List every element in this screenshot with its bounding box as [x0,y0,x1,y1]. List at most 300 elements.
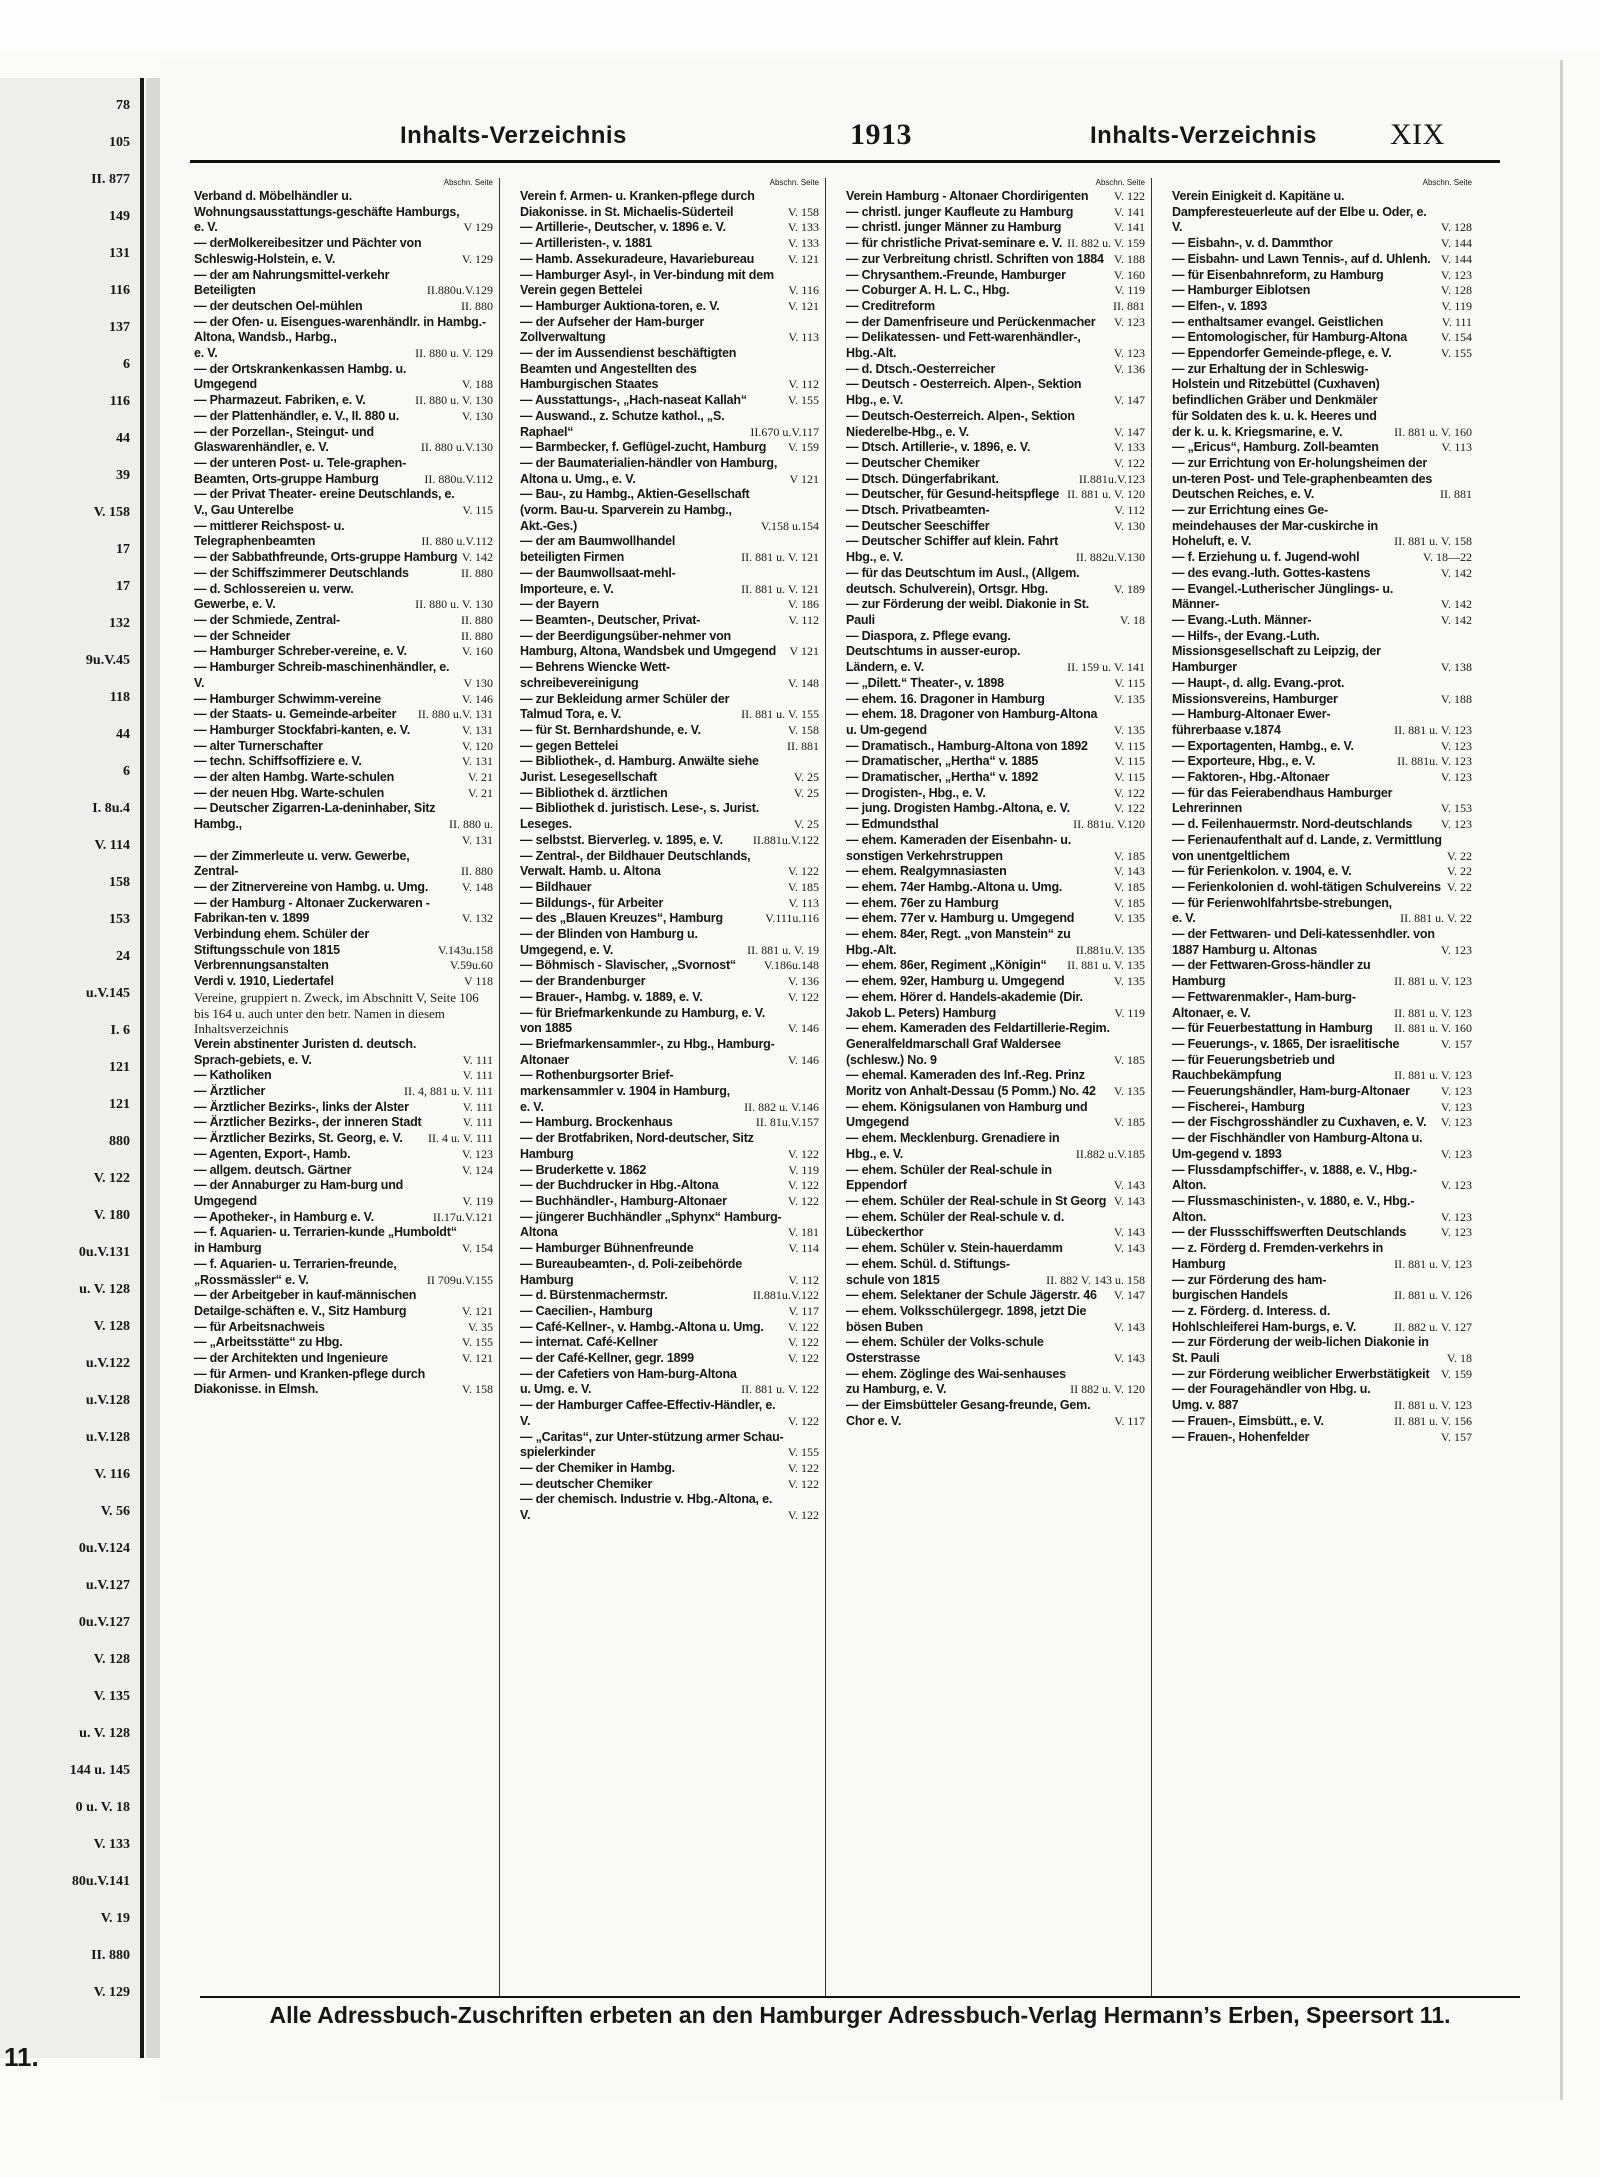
entry-name: — Hamburger Eiblotsen [1172,283,1311,298]
index-entry [1172,283,1472,299]
entry-reference: V. 21 [467,770,493,785]
index-entry [194,1131,493,1147]
entry-name: e. V. [194,220,218,235]
entry-reference: V. 111 [462,1115,493,1130]
entry-name: — Eppendorfer Gemeinde-pflege, e. V. [1172,346,1392,361]
entry-reference: V. 186 [787,597,819,612]
left-page-stub: V. 158 [93,505,130,520]
entry-name: — zur Errichtung eines Ge-meindehauses der Mar-cuskirche in Hoheluft, e. V. [1172,503,1378,549]
entry-name: — Briefmarkensammler-, zu Hbg., Hamburg-Altonaer [520,1036,775,1067]
entry-name: — Coburger A. H. L. C., Hbg. [846,283,1010,298]
entry-reference: II. 881 u. V. 135 [1067,958,1145,973]
index-entry [194,1288,493,1319]
index-entry [1172,1225,1472,1241]
index-entry [846,1257,1145,1288]
entry-name: — der Blinden von Hamburg u. Umgegend, e. V. [520,927,698,957]
entry-name: Verband d. Möbelhändler u. Wohnungsausstattungs-geschäfte Hamburgs, [194,189,460,219]
index-entry [1172,958,1472,989]
entry-reference: V. 122 [787,1508,819,1523]
entry-name: — der Staats- u. Gemeinde-arbeiter [194,707,397,722]
entry-name: — Dtsch. Artillerie-, v. 1896, e. V. [846,440,1031,455]
entry-name: — „Arbeitsstätte“ zu Hbg. [194,1335,343,1350]
entry-name: — Café-Kellner-, v. Hambg.-Altona u. Umg. [520,1319,764,1334]
index-entry [846,268,1145,284]
entry-reference: V. 135 [1113,722,1145,737]
entry-reference: V. 119 [788,1162,819,1177]
entry-name: — der Fettwaren-Gross-händler zu Hamburg [1172,958,1371,989]
entry-name: — Frauen-, Hohenfelder [1172,1429,1310,1444]
entry-reference: V. 117 [1114,1413,1145,1428]
entry-reference: V. 158 [461,1382,493,1397]
entry-name: — der Schmiede, Zentral- [194,612,340,627]
entry-name: — Ärztlicher Bezirks-, links der Alster [194,1099,409,1114]
entry-name: — der Porzellan-, Steingut- und Glaswarenhändler, e. V. [194,424,374,455]
index-entry [520,629,819,660]
index-entry [520,911,819,927]
entry-name: — Hamb. Assekuradeure, Havariebureau [520,251,755,266]
index-entry [1172,990,1472,1021]
index-column-3 [842,178,1152,1998]
index-entry [846,1100,1145,1131]
entry-reference: V. 155 [1440,346,1472,361]
entry-reference: II.880u.V.129 [426,283,493,298]
entry-reference: V. 185 [1113,895,1145,910]
entry-name: — für Feuerungsbetrieb und Rauchbekämpfung [1172,1052,1335,1083]
left-page-stub: u.V.122 [85,1356,130,1371]
index-entry [846,739,1145,755]
index-entry [194,1037,493,1068]
entry-reference: V. 123 [1440,1178,1472,1193]
entry-name: — Delikatessen- und Fett-warenhändler-, Hbg.-Alt. [846,330,1081,361]
index-entry [846,754,1145,770]
entry-reference: V. 35 [467,1319,493,1334]
index-entry [846,487,1145,503]
left-page-stub: V. 114 [94,838,130,853]
index-entry [520,1335,819,1351]
entry-name: — ehem. Hörer d. Handels-akademie (Dir. Jakob L. Peters) Hamburg [846,989,1083,1020]
index-entry [520,1398,819,1429]
entry-name: — Böhmisch - Slavischer, „Svornost“ [520,958,736,973]
index-entry [194,346,493,362]
entry-name: — der Brotfabriken, Nord-deutscher, Sitz Hamburg [520,1131,754,1161]
entry-reference: V. 113 [788,895,819,910]
entry-reference: II. 882 u. V. 159 [1067,236,1145,251]
index-entry [1172,880,1472,896]
entry-reference: V. 18—22 [1422,550,1472,565]
entry-name: — Elfen-, v. 1893 [1172,298,1268,313]
entry-reference: II. 880 u.V.130 [420,440,493,455]
index-entry [1172,550,1472,566]
index-page [160,60,1563,2100]
entry-reference: V. 143 [1113,864,1145,879]
index-entry [1172,1100,1472,1116]
index-entry [194,770,493,786]
entry-reference: V. 188 [1113,251,1145,266]
entry-name: — für Briefmarkenkunde zu Hamburg, e. V. von 1885 [520,1005,766,1036]
entry-reference: V. 158 [787,204,819,219]
entry-name: — zur Erhaltung der in Schleswig-Holstein und Ritzebüttel (Cuxhaven) befindlichen Gräber und Denkmäler für Soldaten des k. u. k. Heeres und der k. u. k. Kriegsmarine, e. V. [1172,361,1380,439]
index-entry [520,723,819,739]
index-entry [846,315,1145,331]
index-entry [520,1461,819,1477]
index-entry [846,1304,1145,1335]
entry-reference: V. 158 [787,722,819,737]
entry-name: Verein f. Armen- u. Kranken-pflege durch Diakonisse. in St. Michaelis-Süderteil [520,189,755,219]
index-entry [194,425,493,456]
entry-name: — „Dilett.“ Theater-, v. 1898 [846,675,1004,690]
entry-name: — für Feuerbestattung in Hamburg [1172,1021,1373,1036]
entry-name: — ehem. Schüler der Volks-schule Osterstrasse [846,1335,1044,1366]
entry-reference: V. 121 [461,1351,493,1366]
entry-name: — christl. junger Männer zu Hamburg [846,220,1062,235]
entry-name: — deutscher Chemiker [520,1476,653,1491]
index-entry [520,1351,819,1367]
left-page-stub: V. 116 [94,1467,130,1482]
entry-reference: V. 123 [1440,1225,1472,1240]
index-entry [520,440,819,456]
entry-reference: V. 131 [461,722,493,737]
left-page-stub: 131 [109,246,130,261]
entry-name: — ehem. 84er, Regt. „von Manstein“ zu Hbg.-Alt. [846,927,1071,957]
entry-reference: II. 881 u. V. 123 [1394,1005,1472,1020]
entry-reference: V. 135 [1113,974,1145,989]
left-page-stub: 105 [109,135,130,150]
entry-reference: V. 143 [1113,1241,1145,1256]
entry-name: — der Hamburg - Altonaer Zuckerwaren - Fabrikan-ten v. 1899 [194,895,430,926]
entry-name: — der Eimsbütteler Gesang-freunde, Gem. Chor e. V. [846,1398,1091,1428]
index-entry [520,299,819,315]
entry-reference: V. 115 [462,503,493,518]
entry-reference: V. 142 [1440,597,1472,612]
index-entry [1172,299,1472,315]
entry-reference: V. 143 [1113,1194,1145,1208]
entry-name: — zur Förderung weiblicher Erwerbstätigkeit [1172,1366,1430,1381]
entry-reference: V. 188 [461,377,493,392]
index-entry [846,220,1145,236]
entry-name: — für das Feierabendhaus Hamburger Lehrerinnen [1172,785,1393,816]
entry-reference: V. 185 [1113,848,1145,863]
entry-name: — Eisbahn-, v. d. Dammthor [1172,236,1333,251]
entry-reference: II. 880 [461,612,493,627]
index-entry [1172,754,1472,770]
index-entry [846,1021,1145,1068]
entry-reference: V. 142 [1440,612,1472,627]
entry-reference: V. 25 [793,785,819,800]
entry-name: — ehem. Schül. d. Stiftungs-schule von 1815 [846,1256,1010,1287]
entry-name: — ehem. 74er Hambg.-Altona u. Umg. [846,879,1063,894]
index-entry [194,896,493,927]
index-entry [846,707,1145,738]
entry-reference: V. 114 [788,1241,819,1256]
index-entry [194,456,493,487]
index-entry [194,974,493,990]
entry-name: — „Ericus“, Hamburg. Zoll-beamten [1172,440,1379,455]
index-entry [194,629,493,645]
index-entry [1172,1414,1472,1430]
entry-reference: II. 881 u. V. 156 [1394,1413,1472,1428]
header-title-right: Inhalts-Verzeichnis [1090,122,1317,149]
entry-name: — ehem. Kameraden der Eisenbahn- u. sonstigen Verkehrstruppen [846,832,1072,863]
entry-name: — Hamburger Stockfabri-kanten, e. V. [194,722,411,737]
entry-name: — der Zimmerleute u. verw. Gewerbe, Zentral- [194,848,410,879]
index-entry [194,707,493,723]
entry-reference: II. 880u.V.112 [424,471,493,486]
entry-name: — ehem. Schüler der Real-schule in Eppendorf [846,1162,1052,1193]
index-entry [846,189,1145,205]
entry-name: — der Damenfriseure und Perückenmacher [846,314,1096,329]
index-entry [520,315,819,346]
index-entry [846,283,1145,299]
index-entry [846,472,1145,488]
left-page-stub: II. 880 [91,1948,130,1963]
index-entry [194,644,493,660]
left-page-stub: 0u.V.127 [78,1615,130,1630]
entry-reference: V. 123 [1440,738,1472,753]
entry-name: — der Schneider [194,628,291,643]
index-entry [194,487,493,518]
index-entry [194,1351,493,1367]
index-entry [194,582,493,613]
entry-reference: V. 142 [461,550,493,565]
index-entry [846,236,1145,252]
entry-reference: II. 882 V. 143 u. 158 [1046,1272,1145,1287]
entry-reference: II. 880 u.V.112 [421,534,493,549]
index-entry [846,1163,1145,1194]
index-entry [846,770,1145,786]
entry-name: — Hamburg. Brockenhaus [520,1115,673,1130]
entry-reference: V 129 [463,220,493,235]
index-entry [846,1241,1145,1257]
entry-reference: II. 880 [461,565,493,580]
index-entry [1172,1194,1472,1225]
left-page-stub: u.V.128 [85,1393,130,1408]
index-entry [520,1430,819,1461]
entry-reference: V. 123 [1440,1115,1472,1130]
index-entry [520,1492,819,1523]
entry-name: — Auswand., z. Schutze kathol., „S. Raphael“ [520,408,725,439]
left-page-stub: 78 [116,98,130,113]
entry-reference: V. 128 [1440,220,1472,235]
entry-name: — d. Feilenhauermstr. Nord-deutschlands [1172,817,1413,832]
entry-name: — zur Förderung des ham-burgischen Handels [1172,1272,1327,1303]
index-entry [846,377,1145,408]
left-page-stub: V. 128 [93,1319,130,1334]
entry-name: — jung. Drogisten Hambg.-Altona, e. V. [846,801,1070,816]
entry-name: — Beamten-, Deutscher, Privat- [520,612,701,627]
entry-reference: V. 122 [787,864,819,879]
entry-reference: V. 123 [1440,267,1472,282]
index-entry [194,692,493,708]
entry-name: — zur Errichtung von Er-holungsheimen der un-teren Post- und Tele-graphenbeamten des Deutschen Reiches, e. V. [1172,455,1433,502]
entry-reference: V. 155 [787,393,819,408]
entry-reference: V. 154 [461,1241,493,1256]
entry-reference: II. 882 u. V.146 [744,1099,819,1114]
entry-reference: V. 112 [788,612,819,627]
index-entry [520,220,819,236]
entry-name: Vereine, gruppiert n. Zweck, im Abschnitt V, Seite 106 bis 164 u. auch unter den betr. Namen in diesem Inhaltsverzeichnis [194,989,479,1037]
entry-reference: II. 881u. V. 123 [1397,754,1472,769]
index-entry [1172,1131,1472,1162]
left-page-stub: 149 [109,209,130,224]
entry-reference: V. 143 [1113,1225,1145,1240]
entry-name: — Creditreform [846,298,935,313]
entry-name: — Ferienaufenthalt auf d. Lande, z. Vermittlung von unentgeltlichem [1172,832,1442,863]
entry-name: — der Café-Kellner, gegr. 1899 [520,1351,694,1366]
index-entry [520,1037,819,1068]
entry-name: — Deutscher Seeschiffer [846,518,990,533]
left-page-stub: u. V. 128 [79,1726,130,1741]
entry-reference: V.143u.158 [437,942,493,957]
index-entry [846,974,1145,990]
index-column-1 [190,178,500,1998]
entry-reference: V. 185 [1113,1052,1145,1067]
entry-reference: II. 881 u. V. 22 [1400,911,1472,926]
left-page-stub: 0 u. V. 18 [75,1800,130,1815]
entry-name: — Feuerungshändler, Ham-burg-Altonaer [1172,1084,1410,1099]
left-page-stub: V. 180 [93,1208,130,1223]
entry-reference: V. 22 [1446,848,1472,863]
entry-reference: V. 122 [787,1319,819,1334]
index-entry [520,346,819,393]
entry-reference: II. 881u. V.120 [1073,817,1145,832]
index-entry [846,896,1145,912]
index-entry [520,1178,819,1194]
left-page-stub: V. 129 [93,1985,130,2000]
index-entry [1172,503,1472,550]
index-entry [194,1147,493,1163]
entry-name: — selbstst. Bierverleg. v. 1895, e. V. [520,832,723,847]
index-entry [846,817,1145,833]
left-page-stub: 24 [116,949,130,964]
index-entry [846,440,1145,456]
entry-name: — Ärztlicher [194,1084,266,1099]
entry-name: — Behrens Wiencke Wett-schreibevereinigung [520,660,670,690]
entry-name: — Deutsch - Oesterreich. Alpen-, Sektion Hbg., e. V. [846,377,1082,408]
index-entry [520,754,819,785]
entry-reference: V. 122 [1113,801,1145,816]
entry-name: — der alten Hambg. Warte-schulen [194,770,395,785]
index-entry [520,1288,819,1304]
index-entry [846,864,1145,880]
entry-reference: V. 18 [1119,612,1145,627]
entry-reference: V. 144 [1440,236,1472,251]
index-entry [520,268,819,299]
entry-name: — Caecilien-, Hamburg [520,1303,653,1318]
entry-name: — Katholiken [194,1068,272,1083]
entry-name: — der am Nahrungsmittel-verkehr Beteiligten [194,267,390,298]
index-entry [1172,1335,1472,1366]
entry-name: — für St. Bernhardshunde, e. V. [520,722,701,737]
entry-reference: V. 123 [1440,770,1472,785]
entry-reference: V. 143 [1113,1351,1145,1366]
entry-name: — Dramatisch., Hamburg-Altona von 1892 [846,738,1088,753]
entry-reference: V 121 [789,644,819,659]
index-entry [520,236,819,252]
entry-reference: V. 119 [462,1194,493,1208]
index-entry [1172,786,1472,817]
index-entry [520,990,819,1006]
entry-name: — der Hamburger Caffee-Effectiv-Händler, e. V. [520,1398,776,1428]
entry-reference: II. 880 [461,864,493,879]
entry-name: — Fischerei-, Hamburg [1172,1099,1305,1114]
entry-name: — für Ferienwohlfahrtsbe-strebungen, e. V. [1172,895,1392,926]
index-entry [194,958,493,974]
left-page-stub: V. 128 [93,1652,130,1667]
entry-name: — ehem. 86er, Regiment „Königin“ [846,958,1047,973]
index-entry [846,692,1145,708]
entry-name: — der Annaburger zu Ham-burg und Umgegend [194,1178,404,1208]
entry-reference: V. 141 [1113,220,1145,235]
entry-name: — Evang.-Luth. Männer- [1172,612,1312,627]
entry-name: — ehem. 77er v. Hamburg u. Umgegend [846,911,1075,926]
index-columns [190,178,1490,1998]
entry-name: — der neuen Hbg. Warte-schulen [194,785,385,800]
entry-reference: V. 123 [1113,346,1145,361]
index-column-2 [516,178,826,1998]
entry-name: — ehem. 16. Dragoner in Hamburg [846,691,1045,706]
entry-reference: V. 135 [1113,911,1145,926]
entry-name: — Hamburger Schreber-vereine, e. V. [194,644,407,659]
entry-reference: V. 159 [1440,1366,1472,1381]
entry-reference: V. 123 [1440,817,1472,832]
entry-name: — d. Schlossereien u. verw. Gewerbe, e. V. [194,581,354,612]
index-entry [520,833,819,849]
left-page-stub: 6 [123,764,130,779]
entry-name: — d. Dtsch.-Oesterreicher [846,361,996,376]
entry-reference: V. 155 [461,1335,493,1350]
entry-reference: V. 157 [1440,1036,1472,1051]
entry-name: Verein abstinenter Juristen d. deutsch. Sprach-gebiets, e. V. [194,1036,417,1067]
entry-reference: V. 185 [1113,1115,1145,1130]
page-header [190,120,1500,163]
index-entry [520,1241,819,1257]
entry-name: — der Fischhändler von Hamburg-Altona u. Um-gegend v. 1893 [1172,1131,1423,1161]
entry-name: — christl. junger Kaufleute zu Hamburg [846,204,1074,219]
entry-name: Verein Hamburg - Altonaer Chordirigenten [846,189,1089,203]
entry-reference: V. 22 [1446,864,1472,879]
entry-reference: V. 154 [1440,330,1472,345]
index-entry [1172,1115,1472,1131]
index-entry [1172,236,1472,252]
entry-reference: V. 117 [788,1303,819,1318]
index-entry [194,362,493,393]
entry-reference: V. 128 [1440,283,1472,298]
entry-name: — für Arbeitsnachweis [194,1319,325,1334]
entry-reference: V.158 u.154 [760,518,819,533]
entry-name: — Feuerungs-, v. 1865, Der israelitische [1172,1036,1400,1051]
entry-reference: V. 119 [1441,298,1472,313]
entry-name: — Dtsch. Privatbeamten- [846,503,990,518]
entry-name: — Bibliothek d. ärztlichen [520,785,668,800]
entry-name: — des evang.-luth. Gottes-kastens [1172,565,1371,580]
index-entry [194,613,493,629]
entry-reference: II.17u.V.121 [432,1209,493,1224]
index-entry [520,252,819,268]
entry-name: — f. Erziehung u. f. Jugend-wohl [1172,550,1360,565]
entry-reference: V. 147 [1113,393,1145,408]
index-entry [1172,268,1472,284]
entry-name: — Rothenburgsorter Brief-markensammler v. 1904 in Hamburg, e. V. [520,1068,730,1114]
index-entry [846,1367,1145,1398]
left-page-stub: 9u.V.45 [85,653,130,668]
entry-reference: II. 882u.V.130 [1075,550,1145,565]
entry-name: — Hamburger Schwimm-vereine [194,691,382,706]
index-entry [520,393,819,409]
entry-reference: V. 122 [787,1476,819,1491]
entry-reference: V. 133 [787,236,819,251]
entry-name: — Dramatischer, „Hertha“ v. 1892 [846,770,1039,785]
entry-name: — derMolkereibesitzer und Pächter von Schleswig-Holstein, e. V. [194,236,422,266]
